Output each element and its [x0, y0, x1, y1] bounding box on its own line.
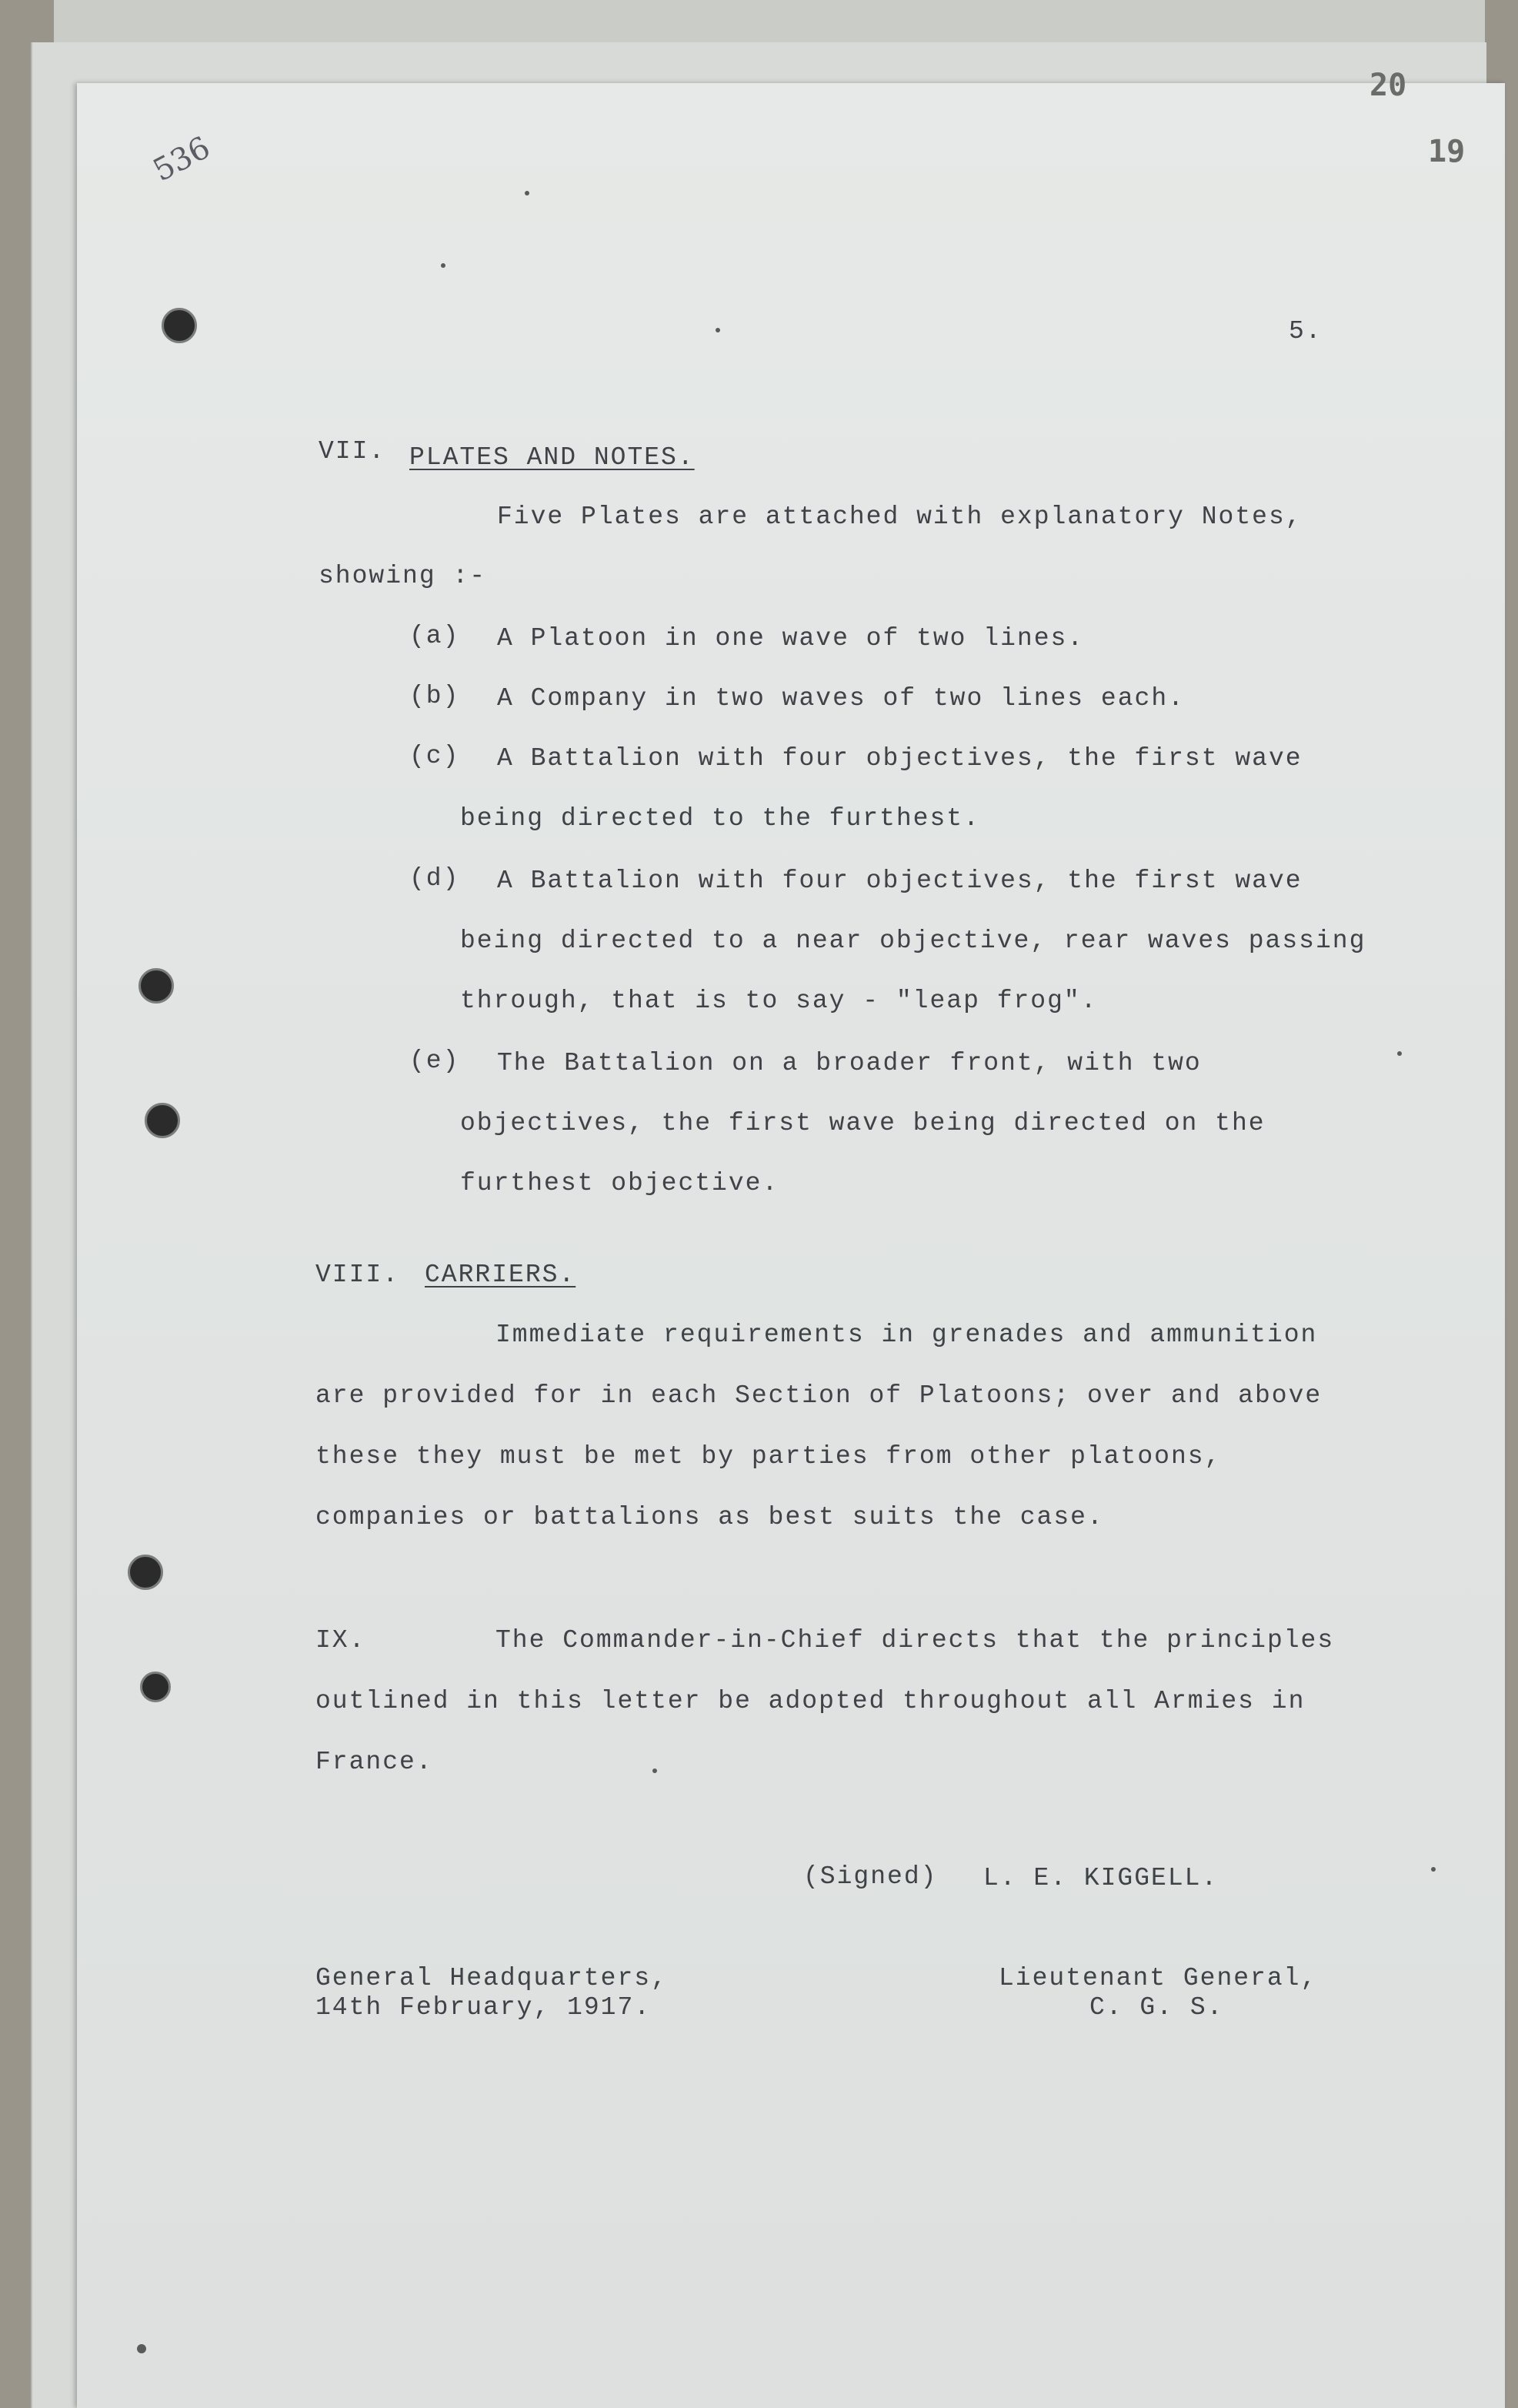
section-viii-line: these they must be met by parties from other platoons,	[315, 1442, 1222, 1471]
section-viii-line: are provided for in each Section of Platoons; over and above	[315, 1381, 1323, 1410]
section-ix-line: France.	[315, 1748, 433, 1776]
section-vii-number: VII.	[319, 437, 386, 466]
punch-hole	[128, 1555, 163, 1590]
signatory-name: L. E. KIGGELL.	[983, 1864, 1219, 1892]
signed-label: (Signed)	[803, 1862, 938, 1891]
item-text-cont: furthest objective.	[460, 1169, 779, 1197]
item-label: (d)	[409, 864, 460, 893]
section-viii-title: CARRIERS.	[425, 1261, 576, 1289]
section-viii-line: Immediate requirements in grenades and ammunition	[495, 1321, 1318, 1349]
item-text: A Battalion with four objectives, the first wave	[497, 744, 1303, 773]
punch-hole	[140, 1672, 171, 1702]
ink-speck	[1397, 1051, 1402, 1056]
section-viii-line: companies or battalions as best suits the case.	[315, 1503, 1104, 1531]
item-text-cont: through, that is to say - "leap frog".	[460, 987, 1098, 1015]
signatory-rank: Lieutenant General,	[999, 1964, 1318, 1992]
ink-speck	[525, 191, 529, 195]
section-ix-line: The Commander-in-Chief directs that the principles	[495, 1626, 1335, 1655]
ink-speck	[137, 2344, 146, 2353]
item-text-cont: objectives, the first wave being directed on the	[460, 1109, 1266, 1137]
item-label: (e)	[409, 1047, 460, 1075]
punch-hole	[162, 308, 197, 343]
item-text: A Battalion with four objectives, the first wave	[497, 867, 1303, 895]
ink-speck	[441, 263, 445, 268]
signatory-title: C. G. S.	[1089, 1993, 1224, 2022]
punch-hole	[138, 968, 174, 1004]
section-ix-line: outlined in this letter be adopted throughout all Armies in	[315, 1687, 1306, 1715]
handwritten-folio-number: 536	[147, 129, 216, 189]
ink-speck	[1431, 1867, 1436, 1872]
item-text: A Platoon in one wave of two lines.	[497, 624, 1085, 653]
item-text: A Company in two waves of two lines each.	[497, 684, 1185, 713]
item-text: The Battalion on a broader front, with two	[497, 1049, 1202, 1077]
ink-speck	[716, 328, 720, 332]
ink-speck	[652, 1768, 657, 1773]
page-number: 5.	[1289, 317, 1323, 346]
section-viii-number: VIII.	[315, 1261, 400, 1289]
item-label: (c)	[409, 742, 460, 770]
item-text-cont: being directed to the furthest.	[460, 804, 980, 833]
section-vii-intro-cont: showing :-	[319, 562, 487, 590]
origin-place: General Headquarters,	[315, 1964, 668, 1992]
item-label: (b)	[409, 682, 460, 710]
document-page	[77, 68, 1505, 2408]
folio-stamp-top: 20	[1370, 68, 1407, 103]
section-ix-number: IX.	[315, 1626, 366, 1655]
origin-date: 14th February, 1917.	[315, 1993, 652, 2022]
folio-stamp: 19	[1428, 134, 1466, 169]
item-label: (a)	[409, 622, 460, 650]
section-vii-intro: Five Plates are attached with explanatory Notes,	[497, 503, 1303, 531]
section-vii-title: PLATES AND NOTES.	[409, 443, 695, 472]
item-text-cont: being directed to a near objective, rear waves passing	[460, 927, 1366, 955]
punch-hole	[145, 1103, 180, 1138]
